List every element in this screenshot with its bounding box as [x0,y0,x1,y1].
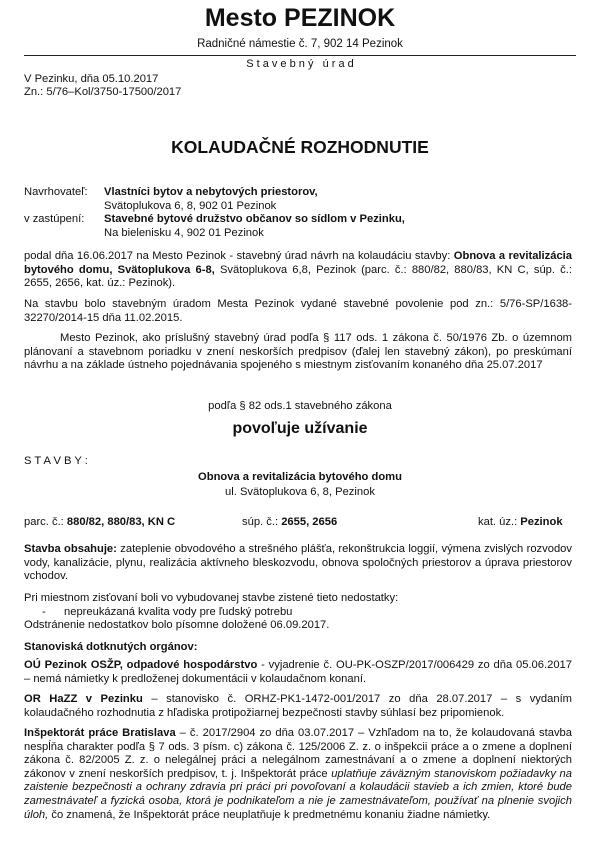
applicant-name: Vlastníci bytov a nebytových priestorov, [104,186,318,198]
defects-intro: Pri miestnom zisťovaní boli vo vybudovanej stavbe zistené tieto nedostatky: [24,592,399,604]
defects-block [24,592,398,633]
application-paragraph: podal dňa 16.06.2017 na Mesto Pezinok - stavebný úrad návrh na kolaudáciu stavby: Obnova a revitalizácia bytového domu, Svätoplukova 6-8, Svätoplukova 6,8, Pezinok (parc. č.: 880/82, 880/83, KN C, súp. č.: 2655, 2656, kat. úz.: Pezinok). [24,250,572,290]
header-divider [24,55,576,56]
authority-paragraph: Mesto Pezinok, ako príslušný stavebný úrad podľa § 117 ods. 1 zákona č. 50/1976 Zb. o územnom plánovaní a stavebnom poriadku v znení neskorších predpisov (ďalej len stavebný zákon), po preskúmaní návrhu a na základe ústneho pojednávania spojeného s miestnym zisťovaním konaného dňa 25.07.2017 [24,332,572,372]
applicant-label: Navrhovateľ: [24,186,88,198]
organ-statement-3: Inšpektorát práce Bratislava – č. 2017/2904 zo dňa 03.07.2017 – Vzhľadom na to, že kolaudovaná stavba nespĺňa charakter podľa § 7 ods. 3 písm. c) zákona č. 125/2006 Z. z. o inšpekcii práce a o zmene a doplnení zákona č. 82/2005 Z. z. o nelegálnej práci a nelegálnom zamestnávaní a o zmene a doplnení niektorých zákonov v znení neskorších predpisov, t. j. Inšpektorát práce uplatňuje záväzným stanoviskom požiadavky na zaistenie bezpečnosti a ochrany zdravia pri práci pri povoľovaní a kolaudácii stavieb a ich zmien, ktoré bude zamestnávateľ a fyzická osoba, ktorá je podnikateľom a nie je zamestnávateľom, používať na plnenie svojich úloh, čo znamená, že Inšpektorát práce neuplatňuje k predmetnému konaniu žiadne námietky. [24,727,573,821]
file-number: Zn.: 5/76–Kol/3750-17500/2017 [24,86,182,98]
legal-basis: podľa § 82 ods.1 stavebného zákona [208,400,392,412]
applicant-address: Svätoplukova 6, 8, 902 01 Pezinok [104,199,277,212]
stavby-label: S T A V B Y : [24,455,88,467]
building-address: ul. Svätoplukova 6, 8, Pezinok [225,486,375,498]
parcel-number: parc. č.: 880/82, 880/83, KN C [24,516,176,528]
document-title: KOLAUDAČNÉ ROZHODNUTIE [171,137,429,157]
organ-statement-2: OR HaZZ v Pezinku – stanovisko č. ORHZ-PK1-1472-001/2017 zo dňa 28.07.2017 – s vydaním kolaudačného rozhodnutia z hľadiska protipožiarnej bezpečnosti stavby súhlasí bez pripomienok. [24,693,572,719]
representative-address: Na bielenisku 4, 902 01 Pezinok [104,226,264,239]
verdict-heading: povoľuje užívanie [232,420,368,437]
defect-item: - nepreukázaná kvalita vody pre ľudský potrebu [42,605,293,618]
place-date: V Pezinku, dňa 05.10.2017 [24,73,159,85]
cadastral-area: kat. úz.: Pezinok [478,516,563,528]
office-name: S t a v e b n ý ú r a d [246,58,354,70]
registry-number: súp. č.: 2655, 2656 [242,516,338,528]
permit-paragraph: Na stavbu bolo stavebným úradom Mesta Pezinok vydané stavebné povolenie pod zn.: 5/76-SP/1638-32270/2014-15 dňa 11.02.2015. [24,298,572,324]
representative-label: v zastúpení: [24,213,85,226]
building-contents: Stavba obsahuje: zateplenie obvodového a strešného plášťa, rekonštrukcia loggií, výmena zvislých rozvodov vody, kanalizácie, plynu, realizácia aktívneho bleskozvodu, obnova spoločných priestorov a úprava priestorov vchodov. [24,543,572,583]
municipality-title: Mesto PEZINOK [204,4,396,32]
municipality-address: Radničné námestie č. 7, 902 14 Pezinok [197,38,403,50]
parties-block [24,186,405,240]
building-name: Obnova a revitalizácia bytového domu [198,471,402,483]
defects-removal: Odstránenie nedostatkov bolo písomne doložené 06.09.2017. [24,619,330,632]
organ-statement-1: OÚ Pezinok OSŽP, odpadové hospodárstvo - vyjadrenie č. OU-PK-OSZP/2017/006429 zo dňa 05.06.2017 – nemá námietky k predloženej dokumentácii v kolaudačnom konaní. [24,659,572,685]
organs-heading: Stanoviská dotknutých orgánov: [24,641,198,653]
representative-name: Stavebné bytové družstvo občanov so sídlom v Pezinku, [104,213,405,226]
